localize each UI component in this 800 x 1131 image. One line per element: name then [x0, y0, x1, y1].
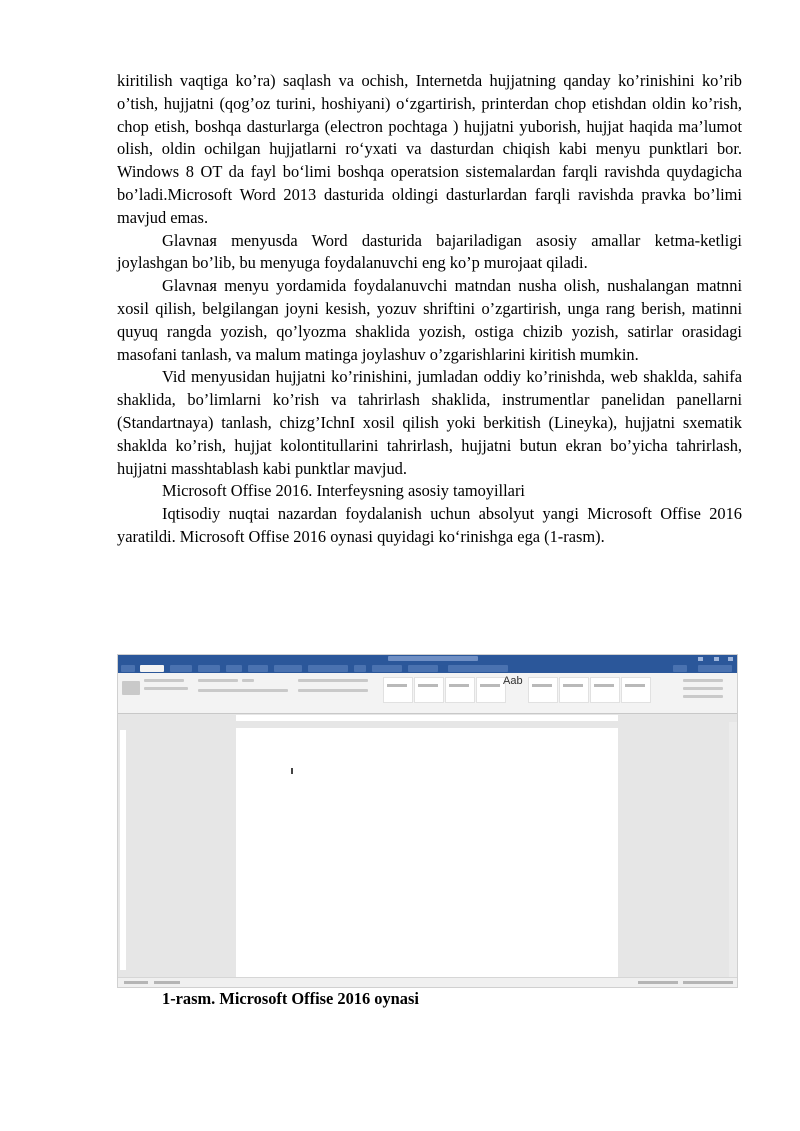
replace-button — [683, 687, 723, 690]
title-bar — [118, 655, 737, 664]
tab-signin — [673, 665, 687, 672]
tab-developer — [372, 665, 402, 672]
close-icon — [728, 657, 733, 661]
paragraph-glavnaya-functions: Glavnaя menyu yordamida foydalanuvchi matndan nusha olish, nushalangan matnni xosil qilish, belgilangan joyni kesish, yozuv shriftini o’zgartirish, unga rang berish, matinni quyuq rangda yozish, qo’lyozma shaklida yozish, ostiga chizib yozish, satirlar orasidagi masofani tanlash, va malum matinga joylashuv o’zgarishlarini kiritish mumkin. — [117, 276, 742, 364]
word-window-screenshot — [117, 654, 738, 988]
view-buttons — [638, 981, 678, 984]
format-painter — [144, 687, 188, 690]
document-body — [117, 70, 742, 549]
tab-layout — [226, 665, 242, 672]
tab-tell-me — [448, 665, 508, 672]
style-emphasis — [559, 677, 589, 703]
find-button — [683, 679, 723, 682]
style-subtitle — [528, 677, 558, 703]
tab-share — [698, 665, 732, 672]
word-count-status — [154, 981, 180, 984]
tab-design — [198, 665, 220, 672]
font-size-box — [242, 679, 254, 682]
tab-references — [248, 665, 268, 672]
tab-insert — [170, 665, 192, 672]
zoom-slider — [683, 981, 733, 984]
tab-file — [121, 665, 135, 672]
select-button — [683, 695, 723, 698]
minimize-icon — [698, 657, 703, 661]
figure-caption: 1-rasm. Microsoft Offise 2016 oynasi — [162, 989, 419, 1008]
tab-review — [308, 665, 348, 672]
status-bar — [118, 977, 737, 987]
paragraph-vid-menu: Vid menyusidan hujjatni ko’rinishini, jumladan oddiy ko’rinishda, web shaklda, sahifa shaklida, bo’limlarni ko’rish va tahrirlash shaklida, instrumentlar panelidan panellarni (Standartnaya) tanlash, chizg’IchnI xosil qilish yoki berkitish (Lineyka), hujjatni sxematik shaklda ko’rish, hujjat kolontitullarini tahrirlash, hujjatni butun ekran bo’yicha tahrirlash, hujjatni masshtablash kabi punktlar mavjud. — [117, 367, 742, 478]
paste-icon — [122, 681, 140, 695]
ribbon-panel — [118, 673, 737, 714]
style-heading2 — [476, 677, 506, 703]
vertical-ruler — [118, 722, 128, 977]
style-quote — [621, 677, 651, 703]
tab-home — [140, 665, 164, 672]
font-format-buttons — [198, 689, 288, 692]
document-page — [236, 728, 618, 978]
paragraph-menu-items: kiritilish vaqtiga ko’ra) saqlash va ochish, Internetda hujjatning qanday ko’rinishini ko’rib o’tish, hujjatni (qog’oz turini, hoshiyani) o‘zgartirish, printerdan chop etishdan oldin ko’rish, chop etish, boshqa dasturlarga (electron pochtaga ) hujjatni yuborish, hujjat haqida ma’lumot olish, oldin ochilgan hujjatlarni ro‘yxati va dasturdan chiqish kabi menyu punktlari bor. Windows 8 OT da fayl bo‘limi boshqa operatsion sistemalardan farqli ravishda quydagicha bo’ladi.Microsoft Word 2013 dasturida oldingi dasturlardan farqli ravishda pravka bo’limi mavjud emas. — [117, 71, 742, 227]
paragraph-office-intro: Iqtisodiy nuqtai nazardan foydalanish uchun absolyut yangi Microsoft Offise 2016 yaratildi. Microsoft Offise 2016 oynasi quyidagi ko‘rinishga ega (1-rasm). — [117, 504, 742, 546]
text-cursor — [291, 768, 293, 774]
ribbon-tabs — [118, 664, 737, 673]
tab-view — [354, 665, 366, 672]
vertical-scrollbar — [729, 722, 737, 977]
page-count-status — [124, 981, 148, 984]
style-title-sample: Aab — [503, 675, 523, 687]
clipboard-group — [144, 679, 184, 682]
window-title-placeholder — [388, 656, 478, 661]
style-normal — [383, 677, 413, 703]
style-heading1 — [445, 677, 475, 703]
maximize-icon — [714, 657, 719, 661]
tab-addins — [408, 665, 438, 672]
style-strong — [590, 677, 620, 703]
paragraph-group-row1 — [298, 679, 368, 682]
font-name-box — [198, 679, 238, 682]
section-heading: Microsoft Offise 2016. Interfeysning asosiy tamoyillari — [162, 481, 525, 501]
style-no-spacing — [414, 677, 444, 703]
tab-mailings — [274, 665, 302, 672]
paragraph-group-row2 — [298, 689, 368, 692]
paragraph-glavnaya-menu: Glavnaя menyusda Word dasturida bajariladigan asosiy amallar ketma-ketligi joylashgan bo’lib, bu menyuga foydalanuvchi eng ko’p murojaat qiladi. — [117, 230, 742, 273]
horizontal-ruler — [118, 714, 737, 722]
